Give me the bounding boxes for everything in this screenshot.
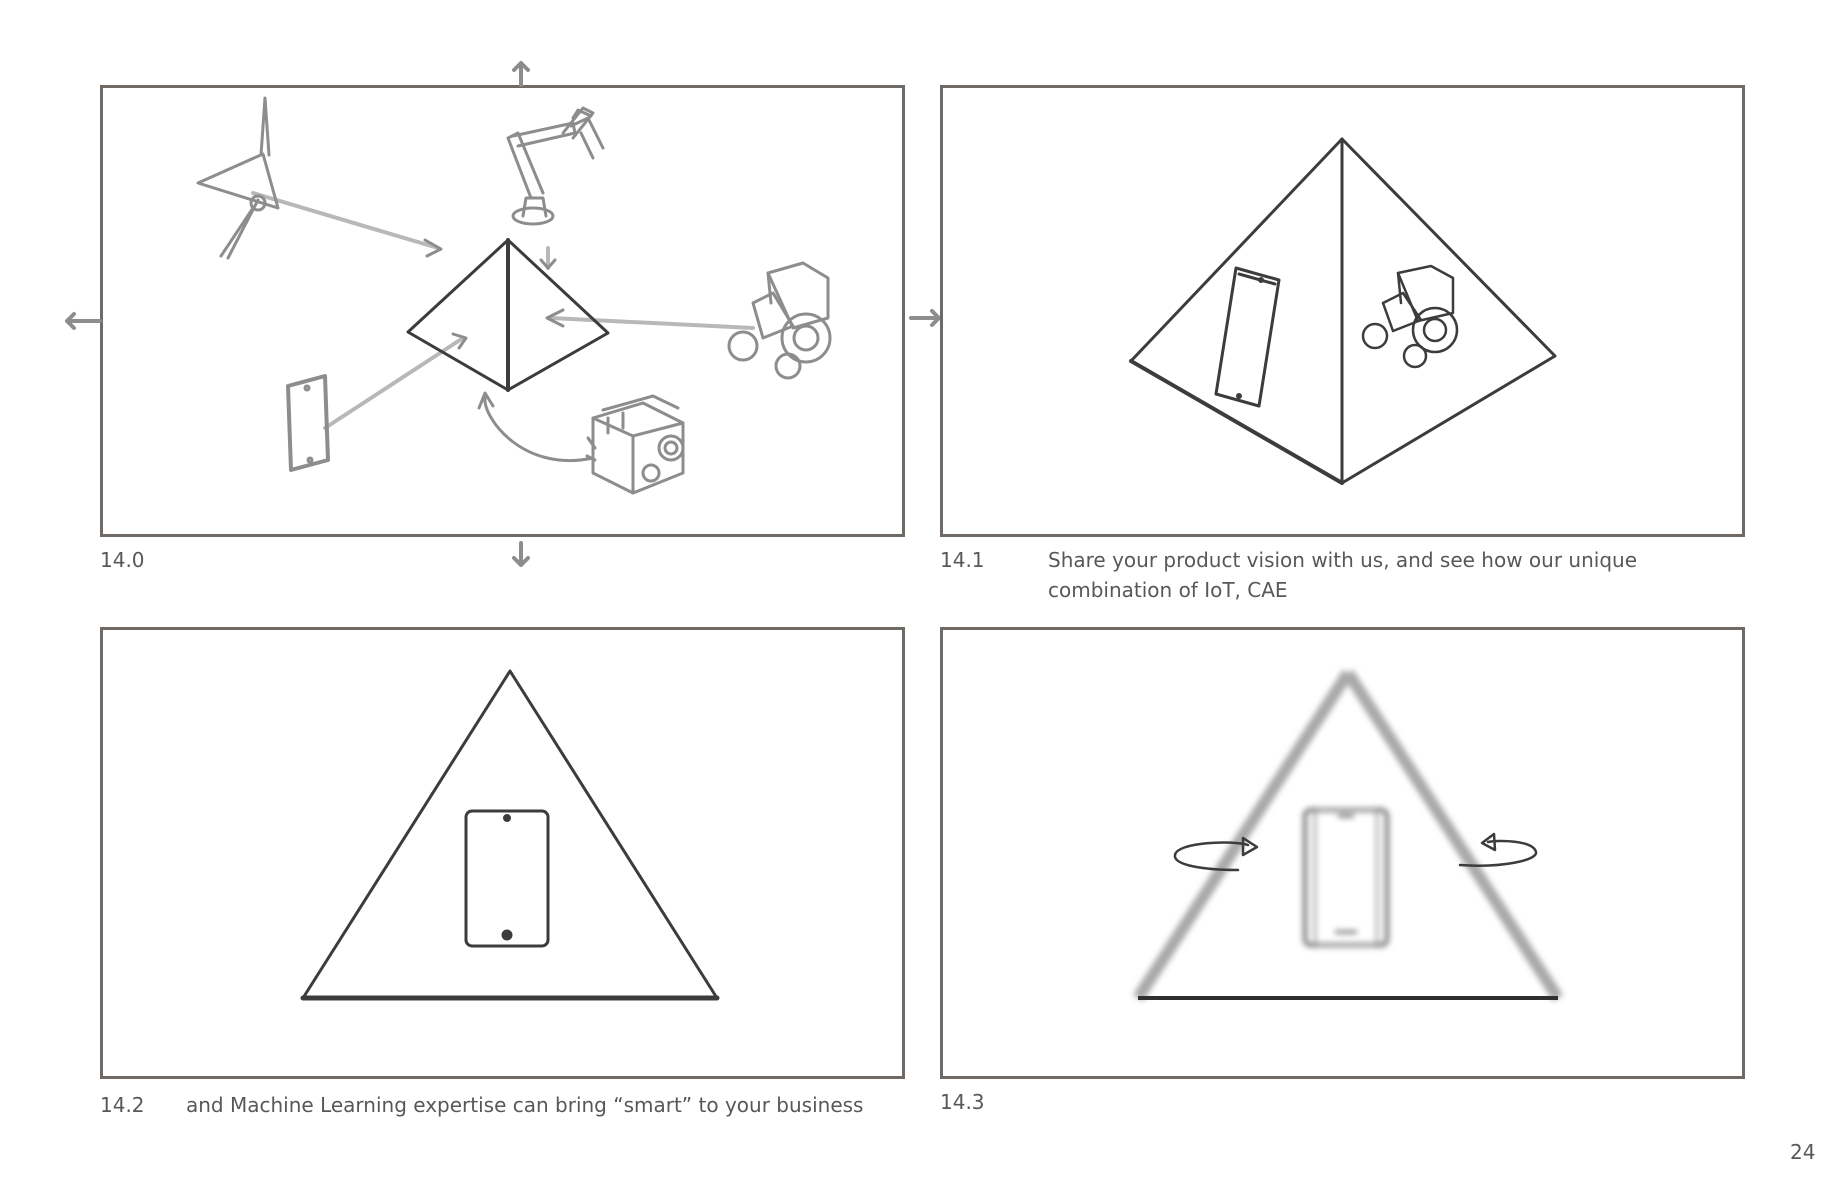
panel-number-14-3: 14.3: [940, 1090, 985, 1114]
pyramid-icon: [303, 671, 717, 998]
panel-14-0-sketch: [103, 88, 908, 540]
tablet-icon: [1305, 810, 1387, 945]
tractor-icon: [729, 263, 830, 378]
panel-number-14-2: 14.2: [100, 1093, 145, 1117]
storyboard-panel-14-0: [100, 85, 905, 537]
panel-number-14-0: 14.0: [100, 548, 145, 572]
wind-turbine-icon: [198, 98, 278, 258]
panel-14-1-sketch: [943, 88, 1748, 540]
storyboard-panel-14-3: [940, 627, 1745, 1079]
panel-caption-14-1: Share your product vision with us, and see how our unique combination of IoT, CAE: [1048, 548, 1637, 602]
tablet-icon: [288, 376, 328, 470]
panel-caption-14-2: and Machine Learning expertise can bring “smart” to your business: [186, 1093, 864, 1117]
tablet-icon: [466, 811, 548, 946]
storyboard-panel-14-1: [940, 85, 1745, 537]
pyramid-icon: [1131, 139, 1555, 483]
pyramid-icon: [408, 240, 608, 390]
panel-14-3-sketch: [943, 630, 1748, 1082]
page-number: 24: [1790, 1140, 1816, 1164]
storyboard-panel-14-2: [100, 627, 905, 1079]
panel-number-14-1: 14.1: [940, 548, 985, 572]
tablet-icon: [1216, 268, 1279, 406]
panel-14-2-sketch: [103, 630, 908, 1082]
engine-icon: [587, 396, 683, 493]
tractor-icon: [1363, 266, 1457, 367]
robot-arm-icon: [508, 108, 603, 224]
